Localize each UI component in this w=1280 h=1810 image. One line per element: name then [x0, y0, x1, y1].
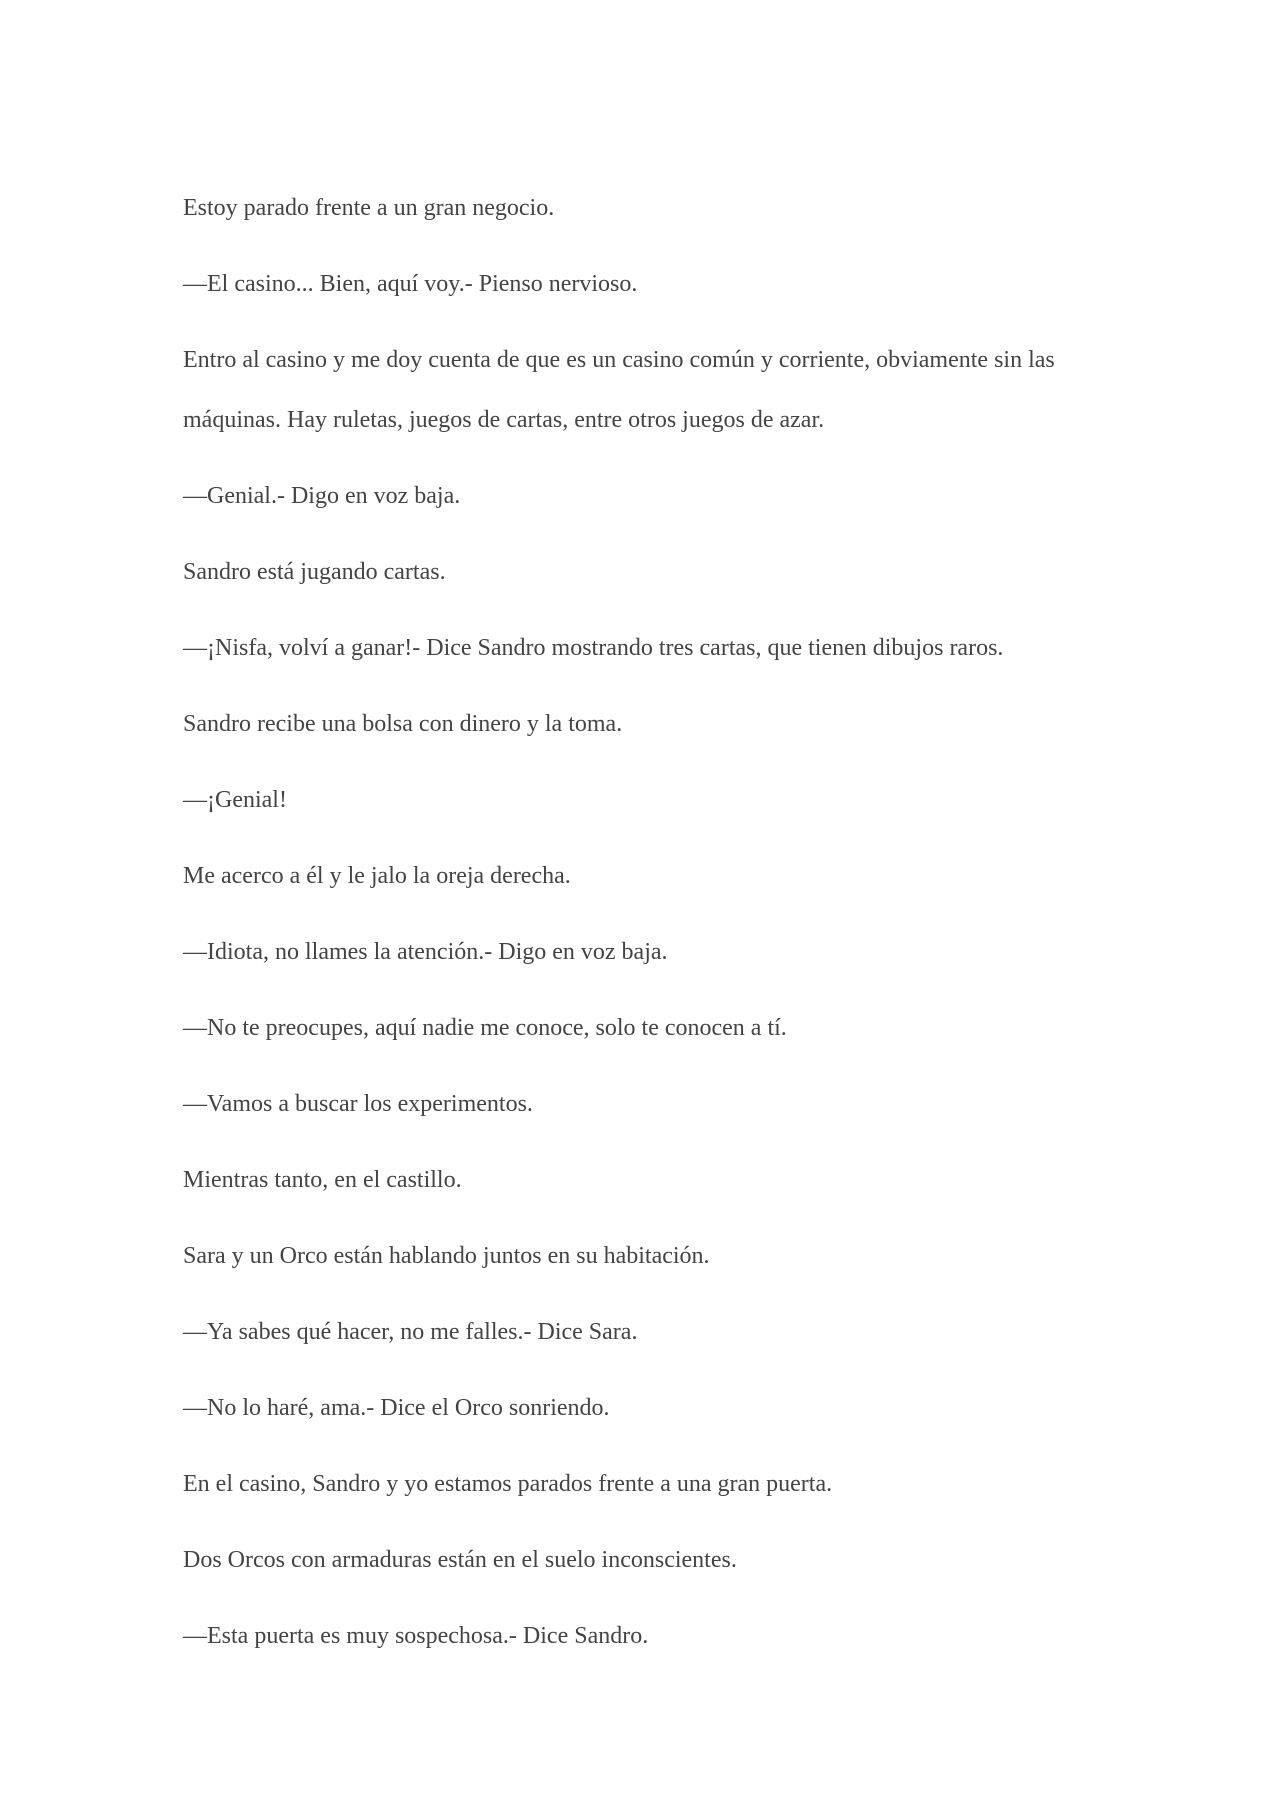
paragraph-6: —¡Nisfa, volví a ganar!- Dice Sandro mostrando tres cartas, que tienen dibujos raros.	[183, 635, 1004, 661]
paragraph-10: —Idiota, no llames la atención.- Digo en voz baja.	[183, 939, 668, 965]
paragraph-9: Me acerco a él y le jalo la oreja derecha.	[183, 863, 571, 889]
paragraph-8: —¡Genial!	[183, 787, 287, 813]
paragraph-19: —Esta puerta es muy sospechosa.- Dice Sandro.	[183, 1623, 649, 1649]
paragraph-4: —Genial.- Digo en voz baja.	[183, 483, 461, 509]
paragraph-2: —El casino... Bien, aquí voy.- Pienso nervioso.	[183, 271, 638, 297]
paragraph-15: —Ya sabes qué hacer, no me falles.- Dice Sara.	[183, 1319, 638, 1345]
paragraph-13: Mientras tanto, en el castillo.	[183, 1167, 462, 1193]
paragraph-16: —No lo haré, ama.- Dice el Orco sonriendo.	[183, 1395, 610, 1421]
paragraph-11: —No te preocupes, aquí nadie me conoce, solo te conocen a tí.	[183, 1015, 787, 1041]
paragraph-7: Sandro recibe una bolsa con dinero y la toma.	[183, 711, 623, 737]
paragraph-1: Estoy parado frente a un gran negocio.	[183, 195, 555, 221]
paragraph-14: Sara y un Orco están hablando juntos en su habitación.	[183, 1243, 710, 1269]
paragraph-5: Sandro está jugando cartas.	[183, 559, 446, 585]
paragraph-12: —Vamos a buscar los experimentos.	[183, 1091, 533, 1117]
paragraph-3: Entro al casino y me doy cuenta de que es un casino común y corriente, obviamente sin las máquinas. Hay ruletas, juegos de cartas, entre otros juegos de azar.	[183, 347, 1055, 433]
document-body	[183, 178, 1103, 1682]
paragraph-17: En el casino, Sandro y yo estamos parados frente a una gran puerta.	[183, 1471, 833, 1497]
paragraph-18: Dos Orcos con armaduras están en el suelo inconscientes.	[183, 1547, 737, 1573]
